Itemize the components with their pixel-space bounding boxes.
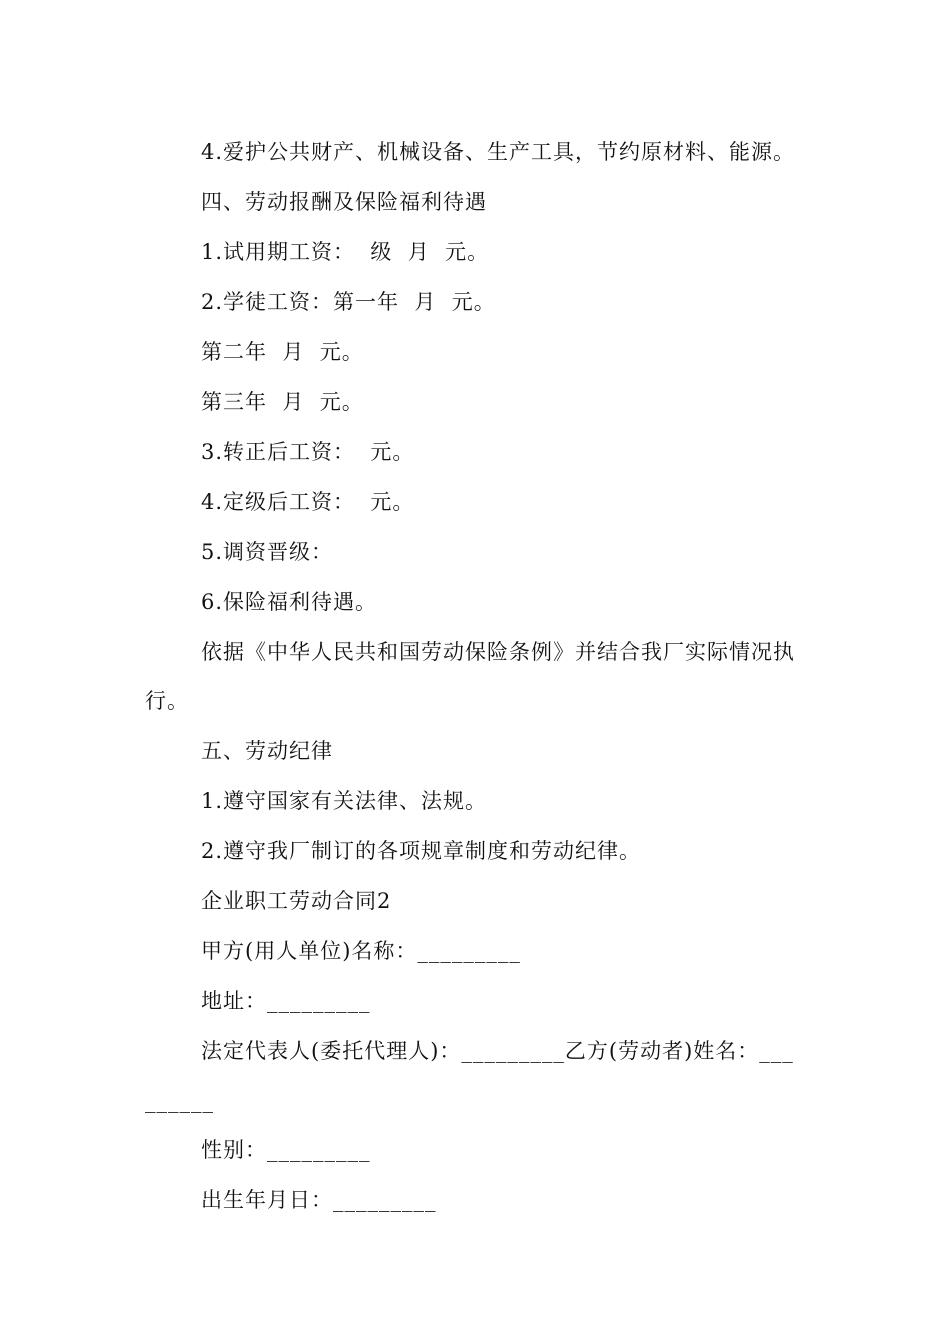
apprentice-wage-year1: 2.学徒工资：第一年 月 元。 xyxy=(201,290,496,314)
apprentice-wage-year2: 第二年 月 元。 xyxy=(201,340,364,364)
contract-2-title: 企业职工劳动合同2 xyxy=(201,889,392,913)
probation-wage: 1.试用期工资： 级 月 元。 xyxy=(201,240,490,264)
section-4-heading: 四、劳动报酬及保险福利待遇 xyxy=(201,190,487,214)
representative-field: 法定代表人(委托代理人)：_________乙方(劳动者)姓名：___ xyxy=(201,1039,794,1063)
birthdate-field: 出生年月日：_________ xyxy=(201,1188,437,1212)
wage-promotion: 5.调资晋级： xyxy=(201,540,334,564)
section-5-heading: 五、劳动纪律 xyxy=(201,739,333,763)
discipline-clause-1: 1.遵守国家有关法律、法规。 xyxy=(201,789,488,813)
insurance-basis-text: 依据《中华人民共和国劳动保险条例》并结合我厂实际情况执 xyxy=(201,640,795,664)
clause-4-4: 4.爱护公共财产、机械设备、生产工具，节约原材料、能源。 xyxy=(201,140,796,164)
representative-field-cont: ______ xyxy=(145,1089,214,1113)
insurance-welfare: 6.保险福利待遇。 xyxy=(201,590,378,614)
apprentice-wage-year3: 第三年 月 元。 xyxy=(201,390,364,414)
graded-wage: 4.定级后工资： 元。 xyxy=(201,490,415,514)
insurance-basis-text-cont: 行。 xyxy=(145,689,189,713)
address-field: 地址：_________ xyxy=(201,989,371,1013)
regular-wage: 3.转正后工资： 元。 xyxy=(201,440,415,464)
discipline-clause-2: 2.遵守我厂制订的各项规章制度和劳动纪律。 xyxy=(201,839,642,863)
gender-field: 性别：_________ xyxy=(201,1138,371,1162)
party-a-name-field: 甲方(用人单位)名称：_________ xyxy=(201,939,521,963)
